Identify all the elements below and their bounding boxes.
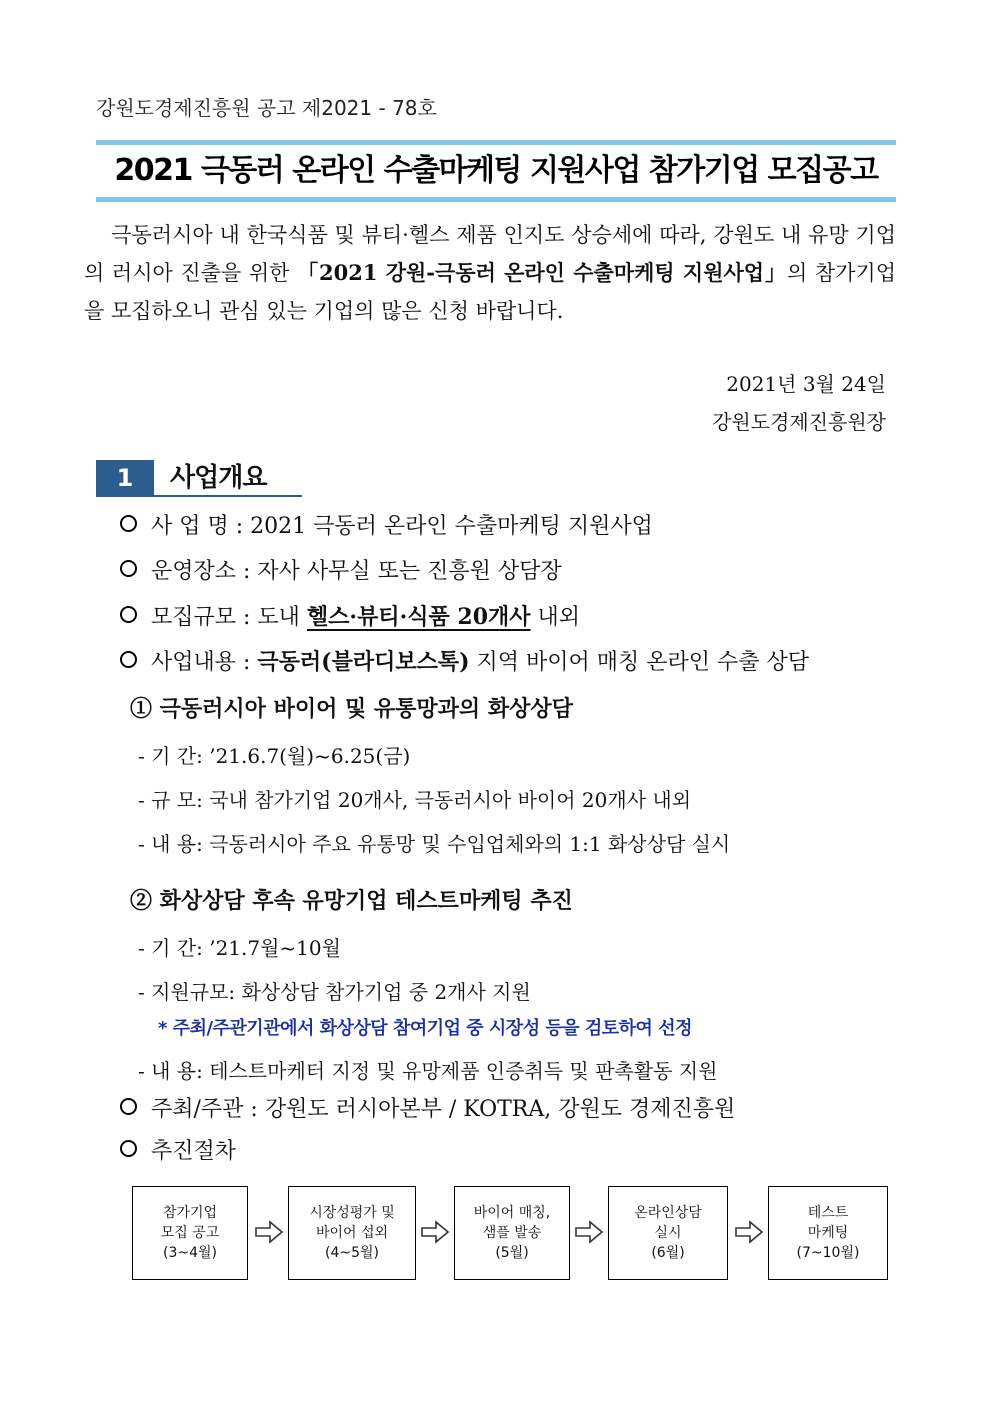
sub-heading-1: ① 극동러시아 바이어 및 유통망과의 화상상담 <box>130 696 573 722</box>
item-label: 사업내용 <box>151 650 237 675</box>
item-label: 추진절차 <box>151 1139 237 1164</box>
circle-bullet-icon <box>120 515 137 532</box>
section-underline <box>96 495 302 497</box>
circle-bullet-icon <box>120 1098 137 1115</box>
item-sep: : <box>236 605 258 630</box>
flow-step-3 <box>454 1186 570 1280</box>
flow-step-line: 시장성평가 및 <box>309 1205 395 1221</box>
intro-text-1: 극동러시아 내 한국식품 및 뷰티·헬스 제품 인지도 상승세에 따라, 강원도 내 유망 기업의 러시아 진출을 위한 <box>84 223 896 285</box>
item-value: 자사 사무실 또는 진흥원 상담장 <box>257 559 562 584</box>
flow-step-period: (3~4월) <box>162 1245 217 1261</box>
item-sep: : <box>236 650 258 675</box>
item-value: 2021 극동러 온라인 수출마케팅 지원사업 <box>250 514 653 539</box>
section-title: 사업개요 <box>170 463 267 493</box>
item-sep: : <box>236 559 258 584</box>
item-sep: : <box>228 514 251 539</box>
item-label: 주최/주관 <box>151 1097 244 1122</box>
item-value-post: 내외 <box>530 605 581 630</box>
intro-text-2: 의 참가기업을 모집하오니 관심 있는 기업의 많은 신청 바랍니다. <box>84 261 897 323</box>
sub2-line-content: - 내 용: 테스트마케터 지정 및 유망제품 인증취득 및 판촉활동 지원 <box>138 1059 718 1083</box>
flow-step-1 <box>132 1186 248 1280</box>
flow-arrow-icon <box>574 1220 604 1244</box>
item-business-name <box>120 512 653 542</box>
flow-step-line: 실시 <box>654 1225 682 1241</box>
notice-number: 강원도경제진흥원 공고 제2021 - 78호 <box>96 96 437 120</box>
flow-step-period: (6월) <box>651 1245 685 1261</box>
intro-paragraph <box>84 216 896 330</box>
section-heading <box>96 460 302 498</box>
flow-step-line: 테스트 <box>807 1205 849 1221</box>
item-value: 강원도 러시아본부 / KOTRA, 강원도 경제진흥원 <box>264 1097 736 1122</box>
sub1-line-scale: - 규 모: 국내 참가기업 20개사, 극동러시아 바이어 20개사 내외 <box>138 788 692 812</box>
sub1-line-content: - 내 용: 극동러시아 주요 유통망 및 수입업체와의 1:1 화상상담 실시 <box>138 832 731 856</box>
flow-step-line: 모집 공고 <box>160 1225 220 1241</box>
circle-bullet-icon <box>120 560 137 577</box>
item-scale <box>120 602 580 633</box>
signer: 강원도경제진흥원장 <box>712 410 886 434</box>
item-procedure <box>120 1137 236 1167</box>
page-title: 2021 극동러 온라인 수출마케팅 지원사업 참가기업 모집공고 <box>114 153 878 188</box>
sub2-line-period: - 기 간: ’21.7월~10월 <box>138 936 341 960</box>
item-venue <box>120 557 562 587</box>
title-band <box>96 140 896 202</box>
circle-bullet-icon <box>120 651 137 668</box>
item-highlight: 극동러(블라디보스톡) <box>257 649 470 675</box>
flow-step-line: 바이어 섭외 <box>315 1225 389 1241</box>
item-label: 모집규모 <box>151 605 237 630</box>
flow-step-5 <box>768 1186 888 1280</box>
item-value-post: 지역 바이어 매칭 온라인 수출 상담 <box>469 650 810 675</box>
selection-note: * 주최/주관기관에서 화상상담 참여기업 중 시장성 등을 검토하여 선정 <box>158 1018 692 1039</box>
sub1-line-period: - 기 간: ’21.6.7(월)~6.25(금) <box>138 744 411 768</box>
flow-step-line: 샘플 발송 <box>482 1225 542 1241</box>
intro-highlight: 「2021 강원-극동러 온라인 수출마케팅 지원사업」 <box>297 260 787 285</box>
flow-step-2 <box>288 1186 416 1280</box>
item-highlight: 헬스·뷰티·식품 20개사 <box>306 604 531 630</box>
sub-heading-2: ② 화상상담 후속 유망기업 테스트마케팅 추진 <box>130 888 573 914</box>
title-bottom-rule <box>96 197 896 202</box>
flow-arrow-icon <box>254 1220 284 1244</box>
item-host <box>120 1095 735 1125</box>
circle-bullet-icon <box>120 606 137 623</box>
flow-step-line: 바이어 매칭, <box>473 1205 551 1221</box>
notice-date: 2021년 3월 24일 <box>726 372 886 396</box>
item-label: 운영장소 <box>151 559 237 584</box>
flow-step-period: (4~5월) <box>324 1245 379 1261</box>
item-value: 도내 <box>257 605 307 630</box>
item-sep: : <box>243 1097 265 1122</box>
flow-step-period: (7~10월) <box>796 1245 860 1261</box>
sub2-line-support: - 지원규모: 화상상담 참가기업 중 2개사 지원 <box>138 980 531 1004</box>
flow-step-line: 온라인상담 <box>634 1205 702 1221</box>
section-number: 1 <box>96 460 154 496</box>
flow-step-line: 마케팅 <box>807 1225 849 1241</box>
item-label: 사 업 명 <box>151 514 229 539</box>
flow-step-4 <box>608 1186 728 1280</box>
flow-step-period: (5월) <box>495 1245 529 1261</box>
item-content <box>120 647 809 678</box>
flow-arrow-icon <box>420 1220 450 1244</box>
circle-bullet-icon <box>120 1140 137 1157</box>
flow-arrow-icon <box>734 1220 764 1244</box>
flow-step-line: 참가기업 <box>162 1205 218 1221</box>
